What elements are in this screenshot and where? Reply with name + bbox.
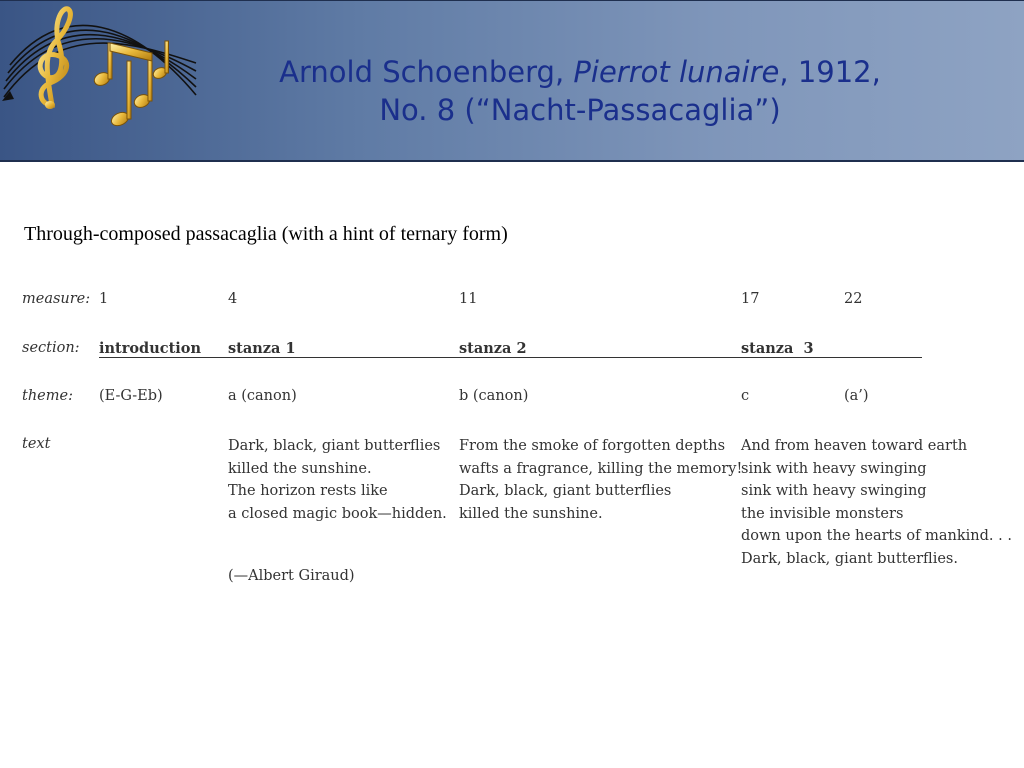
- text-line: sink with heavy swinging: [741, 483, 927, 499]
- measure-4: 4: [228, 291, 238, 307]
- theme-a: a (canon): [228, 388, 297, 404]
- text-line: the invisible monsters: [741, 505, 904, 522]
- section-stanza-1: stanza 1: [228, 340, 296, 357]
- text-line: killed the sunshine.: [228, 460, 372, 477]
- section-stanza-3: stanza 3: [741, 340, 814, 357]
- slide-header: [0, 0, 1024, 162]
- section-introduction: introduction: [99, 340, 201, 357]
- title-line-2: No. 8 (“Nacht-Passacaglia”): [379, 93, 781, 127]
- measure-1: 1: [99, 291, 109, 307]
- title-composer: Arnold Schoenberg,: [279, 55, 574, 89]
- title-line-1: [210, 53, 950, 91]
- label-section: section:: [22, 340, 80, 356]
- text-stanza-1: [228, 435, 447, 525]
- theme-c: c: [741, 388, 750, 404]
- section-stanza-2: stanza 2: [459, 340, 527, 357]
- text-line: a closed magic book—hidden.: [228, 505, 447, 522]
- text-line: wafts a fragrance, killing the memory!: [459, 460, 743, 477]
- treble-clef-music-notes-icon: [0, 1, 200, 141]
- text-stanza-3: [741, 435, 1012, 570]
- label-measure: measure:: [22, 291, 91, 307]
- text-line: Dark, black, giant butterflies.: [741, 550, 958, 567]
- text-line: down upon the hearts of mankind. . .: [741, 528, 1012, 544]
- slide-subtitle: Through-composed passacaglia (with a hint of ternary form): [24, 223, 508, 245]
- text-line: Dark, black, giant butterflies: [228, 438, 441, 454]
- measure-11: 11: [459, 291, 478, 307]
- text-line: And from heaven toward earth: [741, 438, 968, 454]
- slide-title: [210, 53, 950, 129]
- text-line: sink with heavy swinging: [741, 460, 927, 477]
- attribution: (—Albert Giraud): [228, 568, 355, 584]
- title-year: , 1912,: [779, 55, 881, 89]
- section-underline: [99, 357, 922, 358]
- theme-a-prime: (a’): [844, 388, 869, 404]
- theme-intro: (E-G-Eb): [99, 388, 163, 404]
- text-line: Dark, black, giant butterflies: [459, 483, 672, 499]
- label-theme: theme:: [22, 388, 73, 404]
- label-text: text: [22, 436, 51, 452]
- text-stanza-2: [459, 435, 742, 525]
- text-line: The horizon rests like: [228, 483, 388, 499]
- theme-b: b (canon): [459, 388, 529, 404]
- title-work: Pierrot lunaire: [573, 55, 780, 89]
- measure-22: 22: [844, 291, 863, 307]
- measure-17: 17: [741, 291, 760, 307]
- text-line: killed the sunshine.: [459, 505, 603, 522]
- text-line: From the smoke of forgotten depths: [459, 438, 726, 454]
